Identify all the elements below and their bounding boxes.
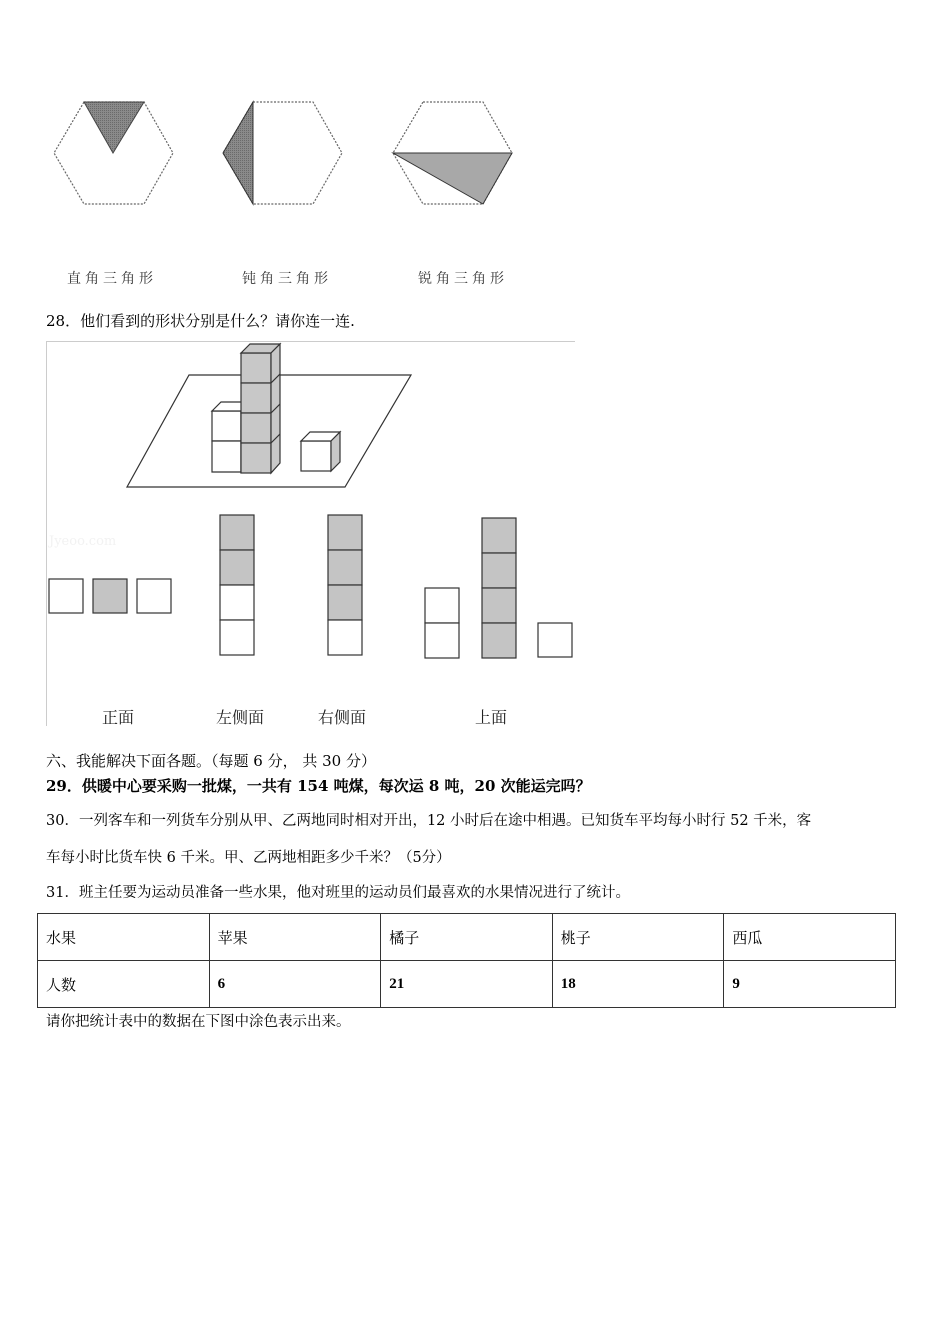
table-cell: 橘子 [381, 914, 553, 961]
hexagon-diagrams [40, 90, 540, 220]
table-cell: 苹果 [209, 914, 381, 961]
right-side-view [328, 515, 362, 655]
table-cell: 人数 [38, 961, 210, 1008]
watermark: Jyeoo.com [49, 534, 117, 549]
front-view [49, 579, 171, 613]
table-row [38, 961, 896, 1008]
question-30-line1: 30．一列客车和一列货车分别从甲、乙两地同时相对开出，12 小时后在途中相遇。已知货车平均每小时行 52 千米，客 [46, 813, 812, 829]
label-top-view: 上面 [475, 708, 508, 727]
section-6-heading: 六、我能解决下面各题。（每题 6 分， 共 30 分） [46, 752, 376, 770]
hexagon-3 [393, 102, 512, 204]
cube-views-figure [46, 341, 575, 726]
label-acute-triangle: 锐角三角形 [418, 271, 508, 287]
label-left-side-view: 左侧面 [216, 708, 265, 727]
label-right-triangle: 直角三角形 [67, 271, 157, 287]
hexagon-1 [54, 102, 173, 204]
hexagon-triangle-figure [40, 90, 540, 300]
table-cell: 18 [552, 961, 724, 1008]
fruit-stats-table [37, 913, 896, 1008]
question-31: 31．班主任要为运动员准备一些水果，他对班里的运动员们最喜欢的水果情况进行了统计。 [46, 885, 630, 901]
label-obtuse-triangle: 钝角三角形 [242, 271, 332, 287]
left-side-view [220, 515, 254, 655]
question-28: 28．他们看到的形状分别是什么？请你连一连. [46, 312, 355, 330]
table-header-row [38, 914, 896, 961]
table-cell: 21 [381, 961, 553, 1008]
table-cell: 6 [209, 961, 381, 1008]
label-front-view: 正面 [102, 708, 135, 727]
table-cell: 桃子 [552, 914, 724, 961]
question-31-instruction: 请你把统计表中的数据在下图中涂色表示出来。 [46, 1014, 351, 1030]
question-29: 29．供暖中心要采购一批煤，一共有 154 吨煤，每次运 8 吨，20 次能运完吗？ [46, 777, 591, 795]
table-cell: 9 [724, 961, 896, 1008]
top-view [425, 518, 572, 658]
table-cell: 西瓜 [724, 914, 896, 961]
question-30-line2: 车每小时比货车快 6 千米。甲、乙两地相距多少千米？（5分） [46, 850, 451, 866]
label-right-side-view: 右侧面 [318, 708, 367, 727]
hexagon-2 [223, 102, 342, 204]
cube-stack-3d [47, 342, 575, 726]
table-cell: 水果 [38, 914, 210, 961]
